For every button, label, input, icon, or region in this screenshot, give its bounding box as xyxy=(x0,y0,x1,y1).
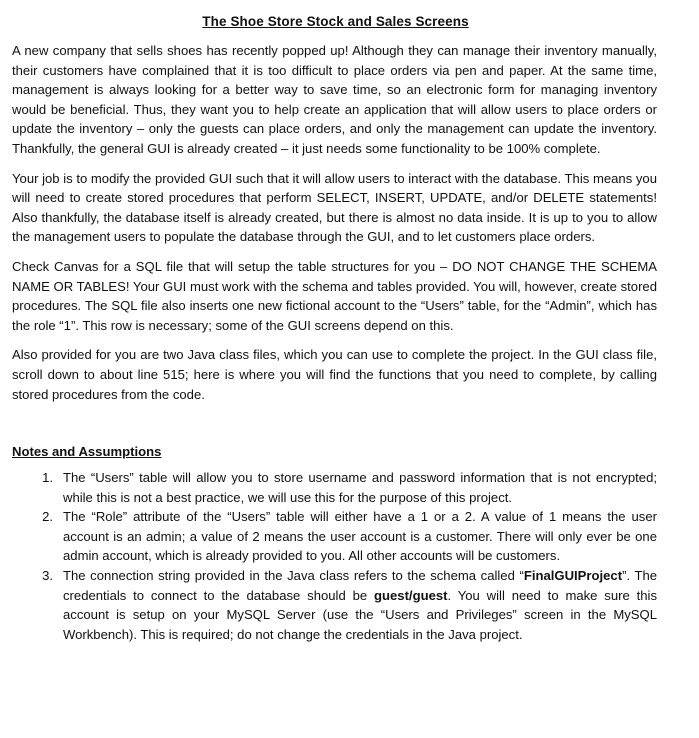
schema-name: FinalGUIProject xyxy=(523,568,623,584)
intro-paragraph: A new company that sells shoes has recently popped up! Although they can manage their inventory manually, their customers have complained that it is too difficult to place orders via pen and paper. At the same time, management is always looking for a better way to save time, so an electronic form for managing inventory would be beneficial. Thus, they want you to help create an application that will allow users to place orders or update the inventory – only the guests can place orders, and only the management can update the inventory. Thankfully, the general GUI is already created – it just needs some functionality to be 100% complete. xyxy=(12,43,657,156)
notes-heading: Notes and Assumptions xyxy=(12,444,162,460)
note-text: The “Role” attribute of the “Users” table will either have a 1 or a 2. A value of 1 means the user account is an admin; a value of 2 means the user account is a customer. There will only ever be one admin account, which is already provided to you. All other accounts will be customers. xyxy=(63,509,657,564)
note-item-1 xyxy=(12,468,657,507)
document-title: The Shoe Store Stock and Sales Screens xyxy=(202,14,469,29)
note-text-part: ”. The credentials to connect to the database should be xyxy=(63,568,658,603)
note-text: The “Users” table will allow you to store username and password information that is not encrypted; while this is not a best practice, we will use this for the purpose of this project. xyxy=(63,470,657,505)
canvas-paragraph: Check Canvas for a SQL file that will setup the table structures for you – DO NOT CHANGE THE SCHEMA NAME OR TABLES! Your GUI must work with the schema and tables provided. You will, however, create stored procedures. The SQL file also inserts one new fictional account to the “Users” table, for the “Admin”, which has the role “1”. This row is necessary; some of the GUI screens depend on this. xyxy=(12,258,657,333)
job-paragraph: Your job is to modify the provided GUI such that it will allow users to interact with the database. This means you will need to create stored procedures that perform SELECT, INSERT, UPDATE, and/or DELETE statements! Also thankfully, the database itself is already created, but there is almost no data inside. It is up to you to allow the management users to populate the database through the GUI, and to let customers place orders. xyxy=(12,170,657,245)
note-text-part: The connection string provided in the Java class refers to the schema called “ xyxy=(63,568,524,584)
note-item-2 xyxy=(12,507,657,566)
java-files-paragraph: Also provided for you are two Java class files, which you can use to complete the project. In the GUI class file, scroll down to about line 515; here is where you will find the functions that you need to complete, by calling stored procedures from the code. xyxy=(12,347,657,402)
note-text-part: . You will need to make sure this account is setup on your MySQL Server (use the “Users and Privileges” screen in the MySQL Workbench). This is required; do not change the credentials in the Java project. xyxy=(63,587,658,642)
notes-list xyxy=(12,468,657,644)
note-number: 2. xyxy=(42,509,53,525)
note-item-3 xyxy=(12,566,657,644)
note-number: 1. xyxy=(42,470,53,486)
credentials: guest/guest xyxy=(374,587,448,603)
note-text xyxy=(57,566,657,644)
note-number: 3. xyxy=(42,568,53,584)
